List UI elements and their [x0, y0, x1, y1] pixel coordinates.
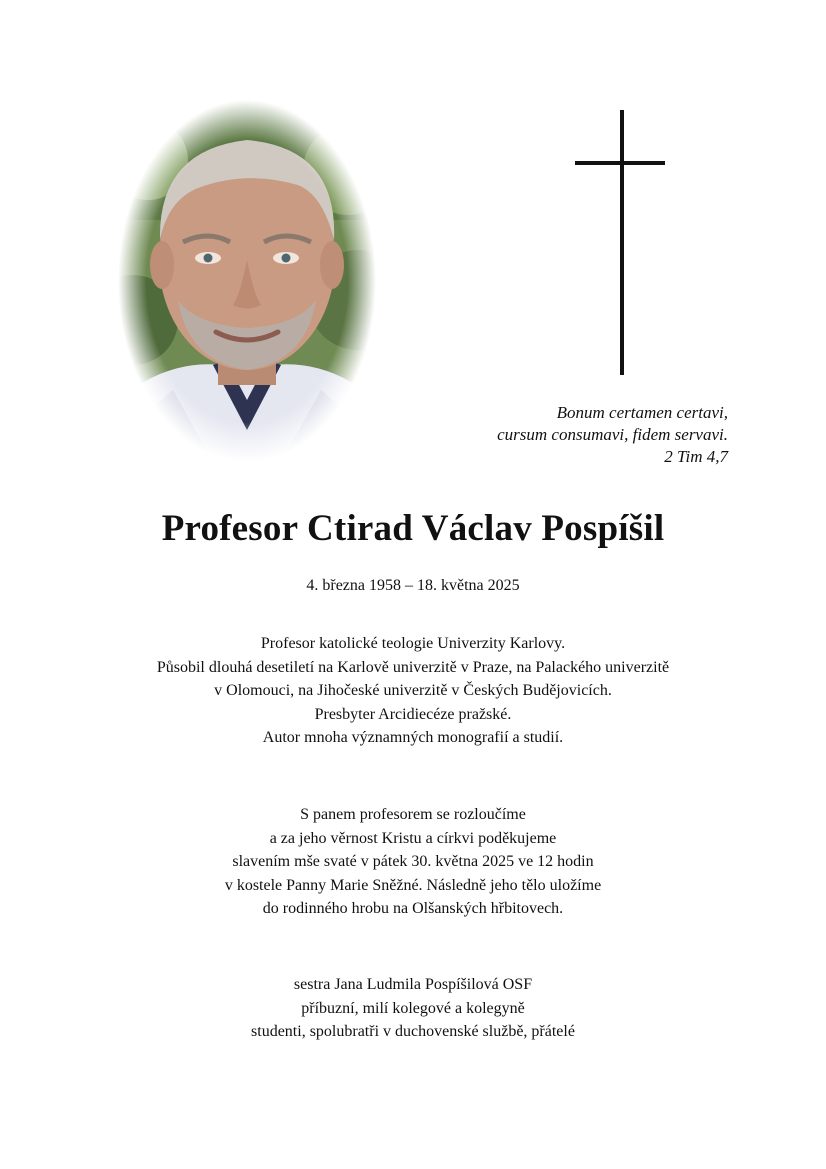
cross-horizontal-beam [575, 161, 665, 165]
service-line: v kostele Panny Marie Sněžné. Následně jeho tělo uložíme [224, 876, 602, 894]
bio-line: v Olomouci, na Jihočeské univerzitě v Českých Budějovicích. [214, 682, 612, 699]
biography [0, 632, 826, 750]
mourners-list [0, 973, 826, 1044]
bio-line: Presbyter Arcidiecéze pražské. [314, 705, 512, 723]
portrait-photo [118, 100, 376, 462]
service-line: do rodinného hrobu na Olšanských hřbitovech. [262, 900, 564, 917]
mourner-line: sestra Jana Ludmila Pospíšilová OSF [293, 976, 533, 993]
life-dates: 4. března 1958 – 18. května 2025 [306, 577, 520, 594]
quote-line: cursum consumavi, fidem servavi. [497, 425, 728, 444]
service-line: slavením mše svaté v pátek 30. května 2025 ve 12 hodin [232, 853, 594, 870]
mourner-line: příbuzní, milí kolegové a kolegyně [301, 999, 525, 1017]
scripture-quote [408, 402, 728, 468]
cross-vertical-beam [620, 110, 624, 375]
funeral-service-info [0, 803, 826, 921]
service-line: S panem profesorem se rozloučíme [300, 806, 526, 823]
cross-icon [575, 110, 665, 375]
bio-line: Působil dlouhá desetiletí na Karlově univerzitě v Praze, na Palackého univerzitě [156, 658, 670, 676]
deceased-name: Profesor Ctirad Václav Pospíšil [161, 508, 665, 549]
service-line: a za jeho věrnost Kristu a církvi poděkujeme [269, 829, 557, 847]
mourner-line: studenti, spolubratři v duchovenské službě, přátelé [251, 1023, 575, 1040]
bio-line: Autor mnoha významných monografií a studií. [262, 729, 564, 746]
quote-reference: 2 Tim 4,7 [664, 447, 728, 466]
quote-line: Bonum certamen certavi, [556, 403, 728, 422]
bio-line: Profesor katolické teologie Univerzity Karlovy. [260, 635, 566, 652]
portrait-illustration [118, 100, 376, 462]
